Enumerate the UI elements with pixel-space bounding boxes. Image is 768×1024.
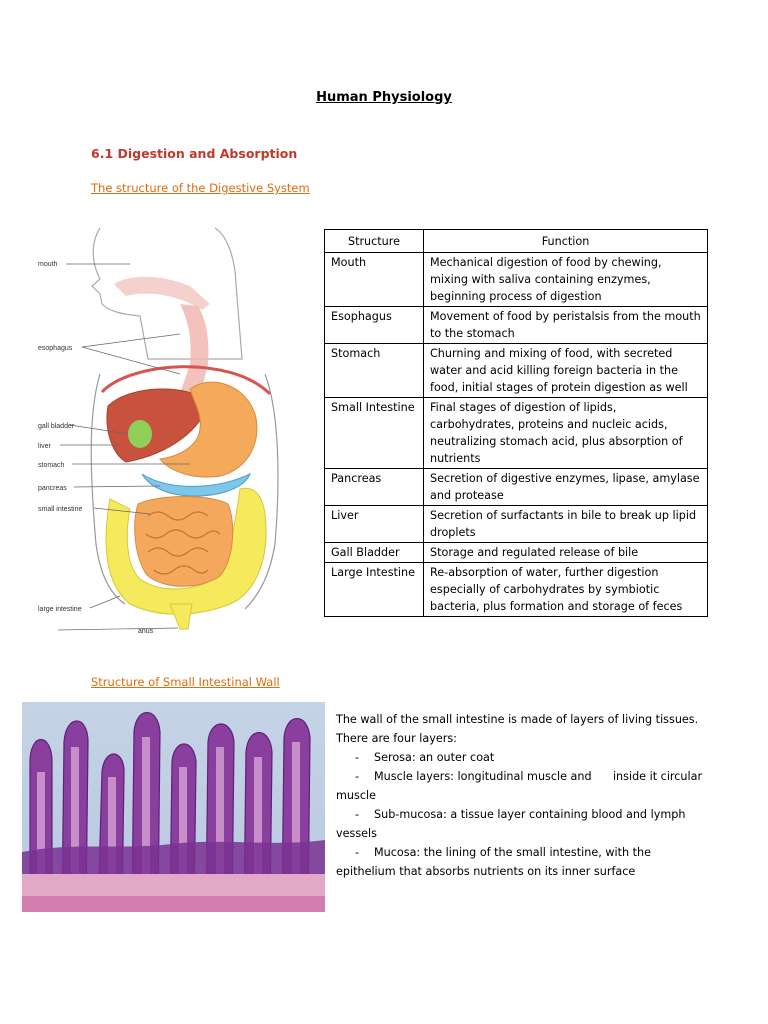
column-header-function: Function bbox=[424, 230, 708, 253]
label-large-intestine: large intestine bbox=[38, 606, 82, 613]
label-stomach: stomach bbox=[38, 462, 65, 469]
table-row bbox=[325, 307, 708, 344]
function-cell: Final stages of digestion of lipids, carbohydrates, proteins and nucleic acids, neutralizing stomach acid, plus absorption of nutrients bbox=[424, 398, 708, 469]
table-row bbox=[325, 469, 708, 506]
layer-text: Muscle layers: longitudinal muscle and inside it circular muscle bbox=[336, 770, 706, 802]
muscle-layer bbox=[22, 896, 325, 912]
table-header-row bbox=[325, 230, 708, 253]
bullet-dash: - bbox=[354, 846, 360, 859]
label-small-intestine: small intestine bbox=[38, 506, 83, 513]
table-row bbox=[325, 543, 708, 563]
structure-cell: Pancreas bbox=[325, 469, 424, 506]
rectum-shape bbox=[170, 604, 192, 629]
structure-cell: Mouth bbox=[325, 253, 424, 307]
page-title: Human Physiology bbox=[316, 90, 452, 105]
label-anus: anus bbox=[138, 628, 154, 635]
table-row bbox=[325, 563, 708, 617]
function-cell: Mechanical digestion of food by chewing, mixing with saliva containing enzymes, beginning process of digestion bbox=[424, 253, 708, 307]
small-intestine-shape bbox=[135, 497, 233, 587]
intestinal-wall-description bbox=[336, 710, 708, 881]
bullet-dash: - bbox=[354, 751, 360, 764]
table-row bbox=[325, 398, 708, 469]
subheading-digestive-system: The structure of the Digestive System bbox=[91, 181, 310, 195]
label-esophagus: esophagus bbox=[38, 345, 73, 352]
label-mouth: mouth bbox=[38, 261, 58, 268]
label-liver: liver bbox=[38, 443, 51, 450]
section-heading: 6.1 Digestion and Absorption bbox=[91, 146, 298, 161]
function-cell: Movement of food by peristalsis from the mouth to the stomach bbox=[424, 307, 708, 344]
layer-item bbox=[336, 843, 708, 881]
layer-text: Serosa: an outer coat bbox=[374, 751, 495, 764]
layer-item bbox=[336, 748, 708, 767]
bullet-dash: - bbox=[354, 808, 360, 821]
function-cell: Secretion of surfactants in bile to break up lipid droplets bbox=[424, 506, 708, 543]
esophagus-tube bbox=[180, 304, 209, 396]
layer-text: Mucosa: the lining of the small intestine, with the epithelium that absorbs nutrients on its inner surface bbox=[336, 846, 651, 878]
label-pancreas: pancreas bbox=[38, 485, 67, 492]
layer-item bbox=[336, 767, 708, 805]
submucosa-layer bbox=[22, 874, 325, 898]
oral-cavity bbox=[114, 277, 210, 310]
structure-cell: Esophagus bbox=[325, 307, 424, 344]
layer-text: Sub-mucosa: a tissue layer containing blood and lymph vessels bbox=[336, 808, 686, 840]
gall-bladder-shape bbox=[128, 420, 152, 448]
structure-cell: Small Intestine bbox=[325, 398, 424, 469]
bullet-dash: - bbox=[354, 770, 360, 783]
function-cell: Churning and mixing of food, with secreted water and acid killing foreign bacteria in the food, initial stages of protein digestion as well bbox=[424, 344, 708, 398]
table-row bbox=[325, 253, 708, 307]
intro-text: The wall of the small intestine is made of layers of living tissues. There are four layers: bbox=[336, 713, 699, 745]
label-gall-bladder: gall bladder bbox=[38, 423, 75, 430]
function-cell: Re-absorption of water, further digestion especially of carbohydrates by symbiotic bacteria, plus formation and storage of feces bbox=[424, 563, 708, 617]
table-row bbox=[325, 506, 708, 543]
pancreas-shape bbox=[142, 474, 250, 496]
column-header-structure: Structure bbox=[325, 230, 424, 253]
digestive-system-diagram bbox=[30, 224, 305, 642]
layer-item bbox=[336, 805, 708, 843]
intestinal-villi-micrograph bbox=[22, 702, 325, 912]
table-row bbox=[325, 344, 708, 398]
structure-cell: Gall Bladder bbox=[325, 543, 424, 563]
structure-cell: Large Intestine bbox=[325, 563, 424, 617]
structure-cell: Stomach bbox=[325, 344, 424, 398]
function-cell: Secretion of digestive enzymes, lipase, amylase and protease bbox=[424, 469, 708, 506]
function-cell: Storage and regulated release of bile bbox=[424, 543, 708, 563]
subheading-intestinal-wall: Structure of Small Intestinal Wall bbox=[91, 675, 280, 689]
structure-cell: Liver bbox=[325, 506, 424, 543]
structure-function-table bbox=[324, 229, 708, 617]
